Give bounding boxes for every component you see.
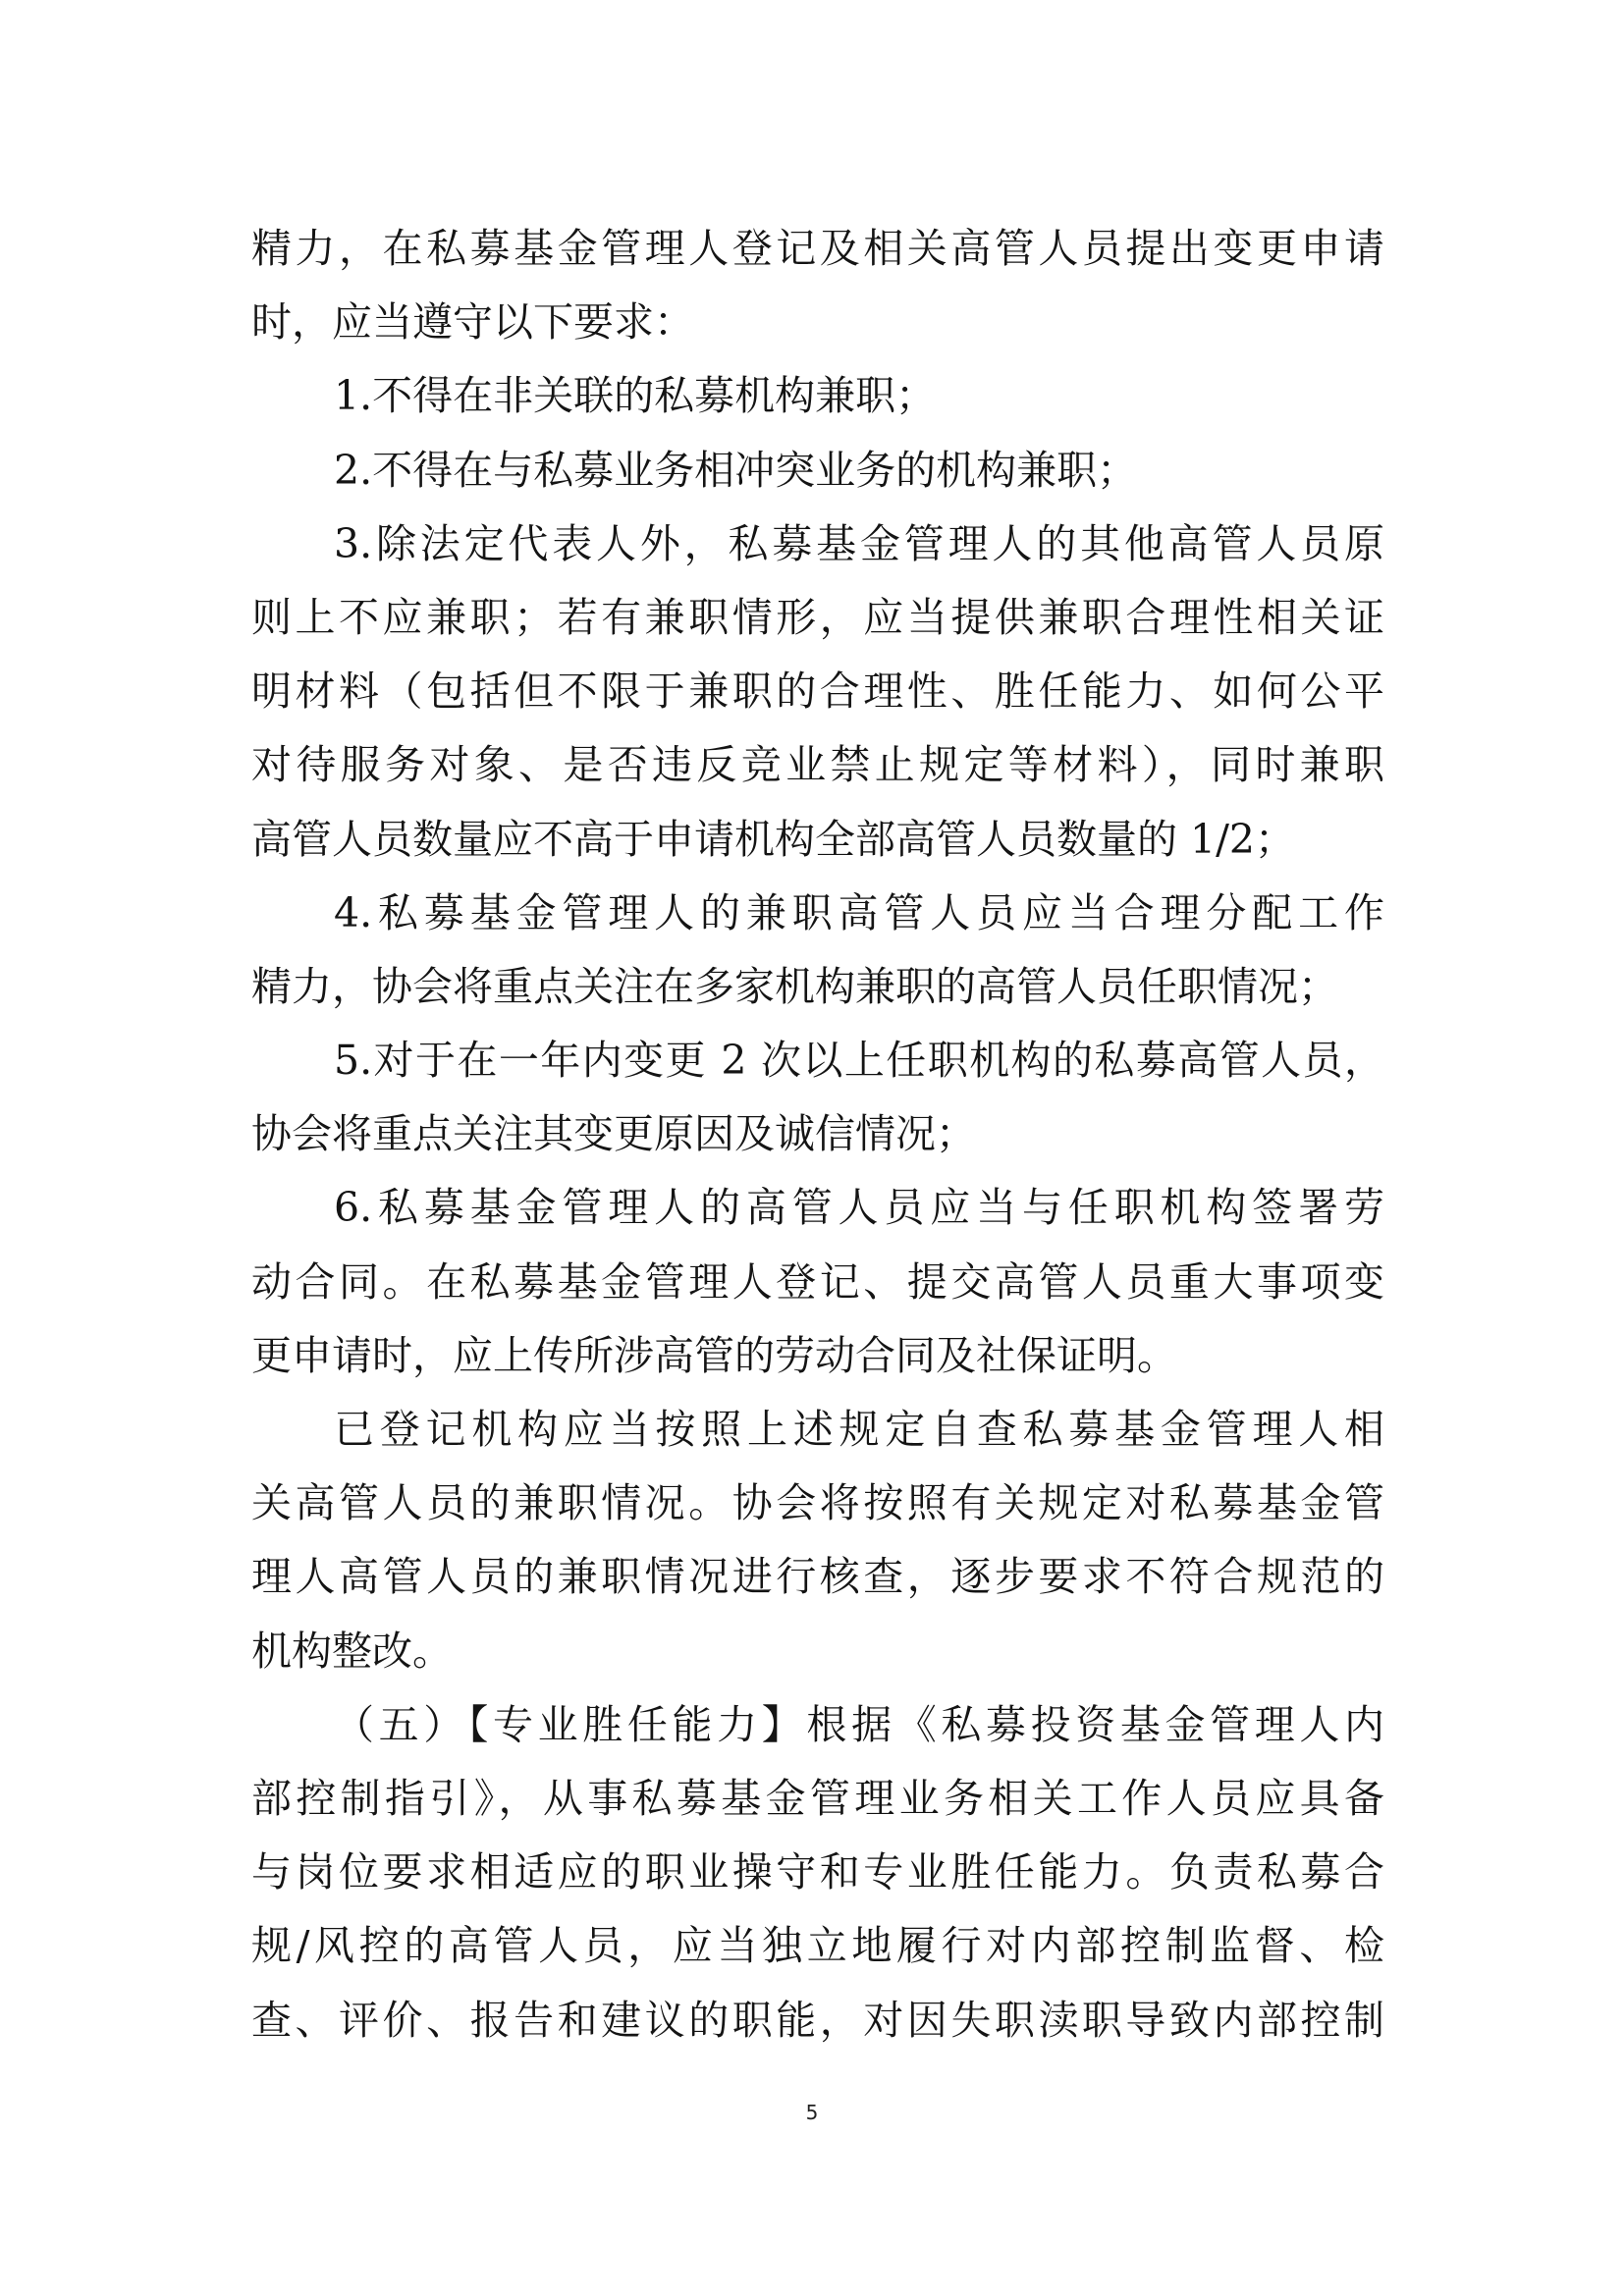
text-line: 更申请时，应上传所涉高管的劳动合同及社保证明。 <box>251 1331 1177 1379</box>
text-line: 明材料（包括但不限于兼职的合理性、胜任能力、如何公平 <box>251 667 1384 716</box>
text-line: 则上不应兼职；若有兼职情形，应当提供兼职合理性相关证 <box>251 593 1384 641</box>
text-line: 关高管人员的兼职情况。协会将按照有关规定对私募基金管 <box>251 1479 1384 1527</box>
list-item-1: 1.不得在非关联的私募机构兼职； <box>334 372 937 420</box>
text-line: 高管人员数量应不高于申请机构全部高管人员数量的 1/2； <box>251 815 1296 863</box>
text-line: 理人高管人员的兼职情况进行核查，逐步要求不符合规范的 <box>251 1553 1384 1601</box>
text-line: 与岗位要求相适应的职业操守和专业胜任能力。负责私募合 <box>251 1848 1384 1896</box>
list-item-6: 6.私募基金管理人的高管人员应当与任职机构签署劳 <box>334 1184 1384 1232</box>
document-body <box>251 212 1384 2057</box>
text-line: 规/风控的高管人员，应当独立地履行对内部控制监督、检 <box>251 1922 1384 1970</box>
list-item-5: 5.对于在一年内变更 2 次以上任职机构的私募高管人员， <box>334 1037 1384 1085</box>
text-line: 时，应当遵守以下要求： <box>251 298 694 347</box>
text-line: 精力，协会将重点关注在多家机构兼职的高管人员任职情况； <box>251 962 1338 1010</box>
text-line: 精力，在私募基金管理人登记及相关高管人员提出变更申请 <box>251 225 1384 272</box>
text-line: 部控制指引》，从事私募基金管理业务相关工作人员应具备 <box>251 1774 1384 1822</box>
list-item-2: 2.不得在与私募业务相冲突业务的机构兼职； <box>334 446 1138 494</box>
paragraph-self-check: 已登记机构应当按照上述规定自查私募基金管理人相 <box>334 1406 1384 1453</box>
list-item-4: 4.私募基金管理人的兼职高管人员应当合理分配工作 <box>334 888 1384 936</box>
list-item-3: 3.除法定代表人外，私募基金管理人的其他高管人员原 <box>334 519 1384 567</box>
text-line: 协会将重点关注其变更原因及诚信情况； <box>251 1110 976 1158</box>
text-line: 动合同。在私募基金管理人登记、提交高管人员重大事项变 <box>251 1257 1384 1306</box>
text-line: 对待服务对象、是否违反竞业禁止规定等材料），同时兼职 <box>251 741 1384 789</box>
section-professional-competence: （五）【专业胜任能力】根据《私募投资基金管理人内 <box>334 1700 1384 1748</box>
text-line: 查、评价、报告和建议的职能，对因失职渎职导致内部控制 <box>251 1996 1384 2044</box>
text-line: 机构整改。 <box>251 1627 453 1675</box>
page-number: 5 <box>805 2101 819 2124</box>
